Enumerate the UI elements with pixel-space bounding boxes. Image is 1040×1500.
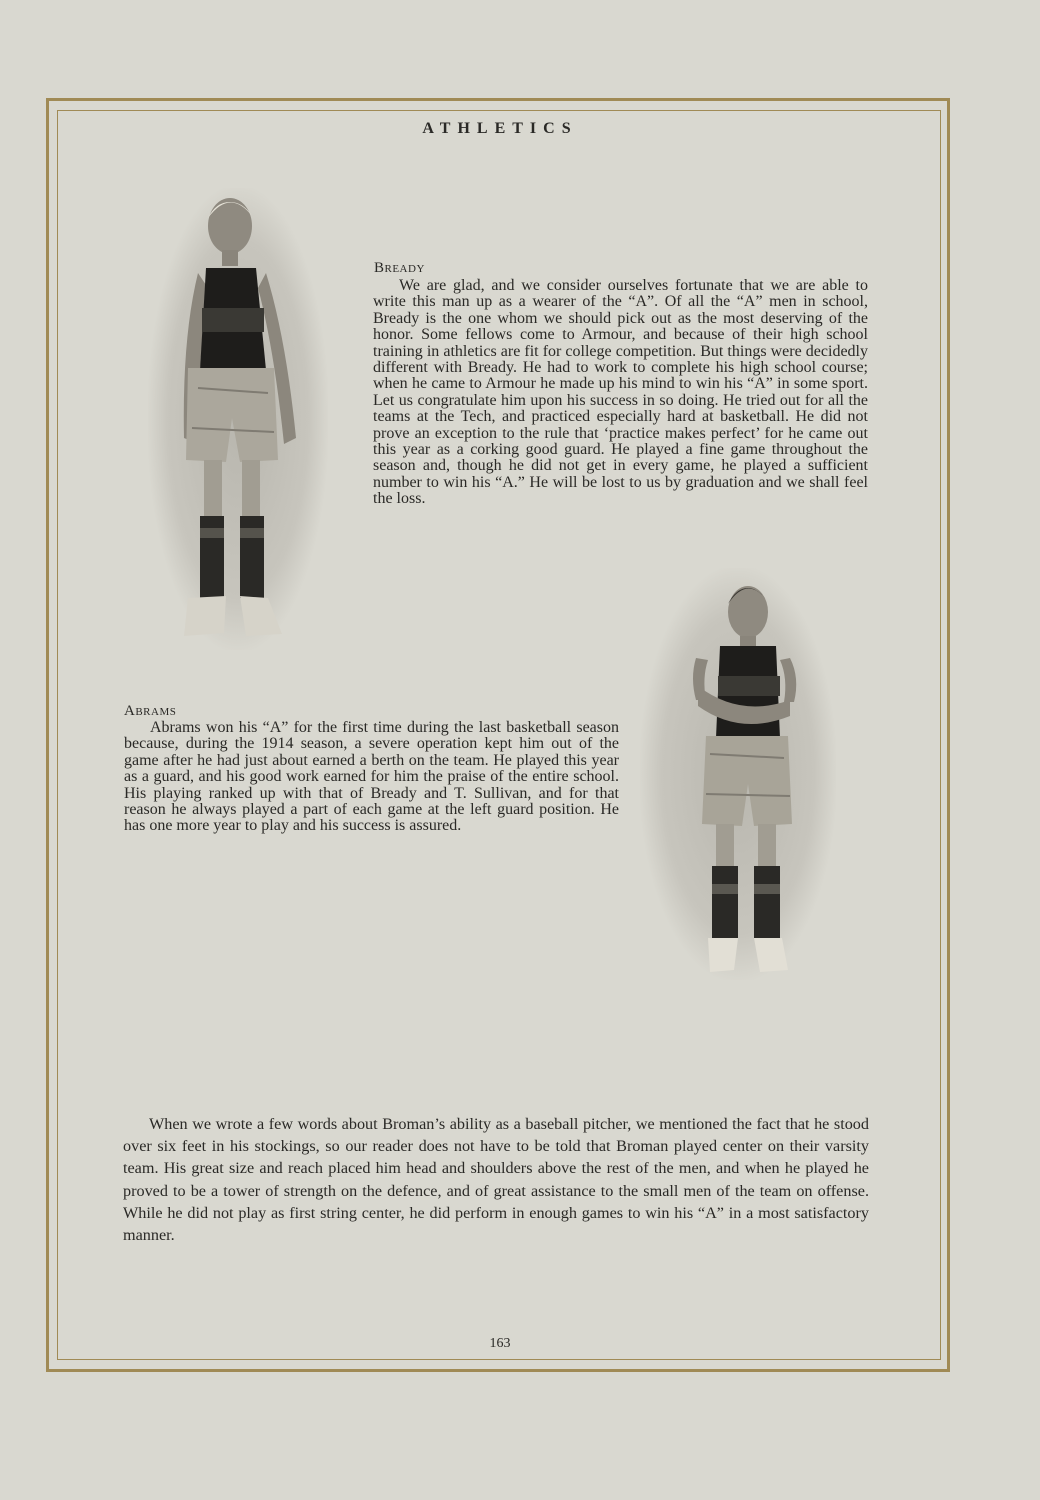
player-photo-bready-icon <box>148 188 328 650</box>
section-text-abrams: Abrams won his “A” for the first time during the last basketball season because, during the 1914 season, a severe operation kept him out of the game after he had just about earned a berth on the team. He played this year as a guard, and his good work earned for him the praise of the entire school. His playing ranked up with that of Bready and T. Sullivan, and for that reason he always played a part of each game at the left guard position. He has one more year to play and his success is assured. <box>124 719 619 835</box>
section-name-abrams: Abrams <box>124 703 177 719</box>
player-photo-abrams-icon <box>640 568 836 980</box>
page-header: ATHLETICS <box>422 120 578 137</box>
page-number: 163 <box>489 1336 511 1351</box>
section-name-bready: Bready <box>374 260 425 276</box>
section-text-broman: When we wrote a few words about Broman’s ability as a baseball pitcher, we mentioned the fact that he stood over six feet in his stockings, so our reader does not have to be told that Broman played center on their varsity team. His great size and reach placed him head and shoulders above the rest of the men, and when he played he proved to be a tower of strength on the defence, and of great assistance to the small men of the team on offense. While he did not play as first string center, he did perform in enough games to win his “A” in a most satisfactory manner. <box>123 1115 869 1245</box>
section-text-bready: We are glad, and we consider ourselves fortunate that we are able to write this man up as a wearer of the “A”. Of all the “A” men in school, Bready is the one whom we should pick out as the most deserving of the honor. Some fellows come to Armour, and because of their high school training in athletics are fit for college competition. But things were decidedly different with Bready. He had to work to complete his high school course; when he came to Armour he made up his mind to win his “A” in some sport. Let us congratulate him upon his success in so doing. He tried out for all the teams at the Tech, and practiced especially hard at basketball. He did not prove an exception to the rule that ‘practice makes perfect’ for he came out this year as a corking good guard. He played a fine game throughout the season and, though he did not get in every game, he played a sufficient number to win his “A.” He will be lost to us by graduation and we shall feel the loss. <box>373 277 868 508</box>
